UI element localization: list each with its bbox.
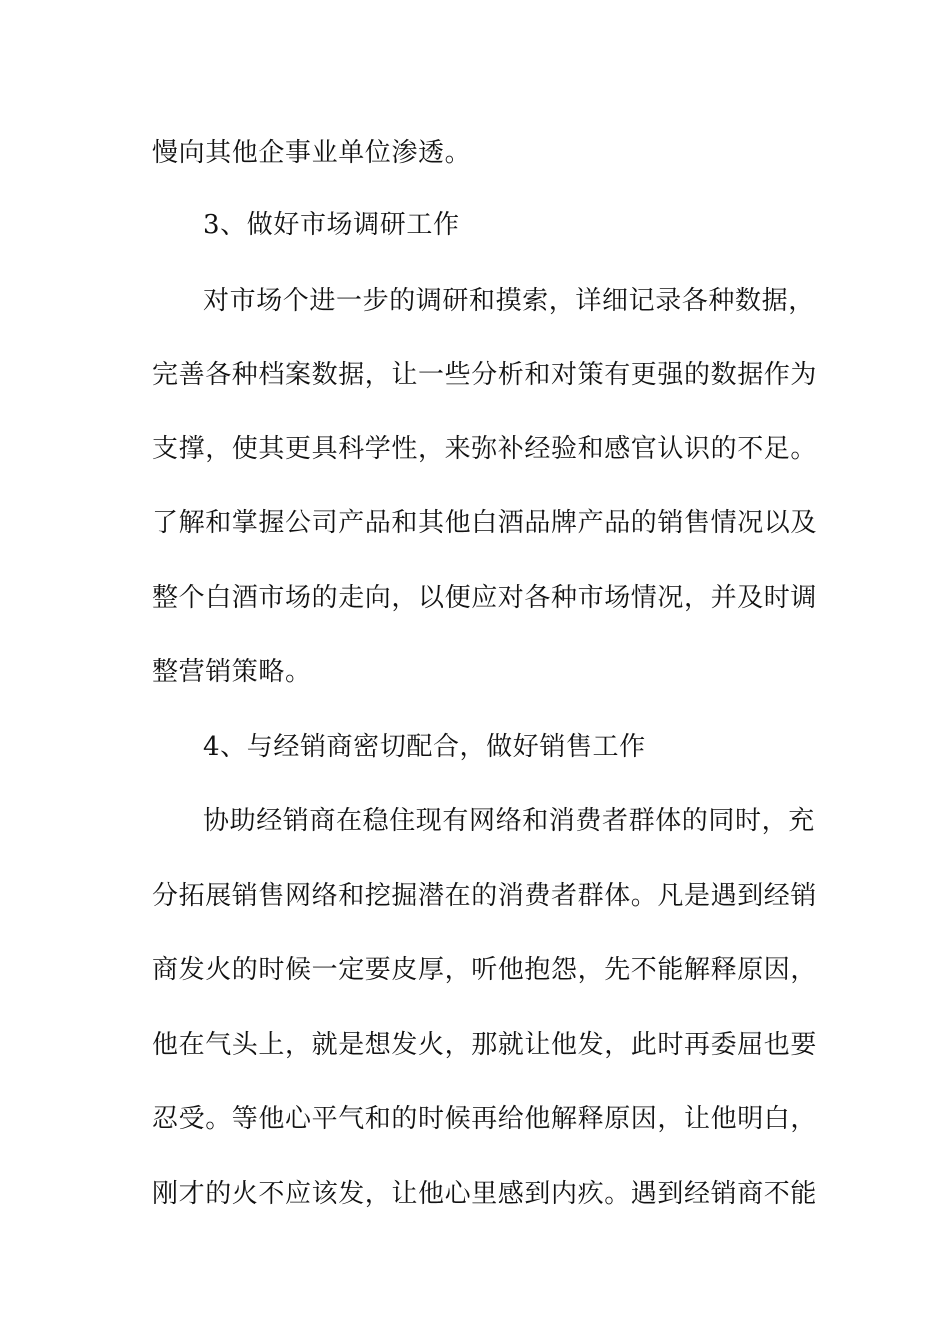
paragraph-line: 完善各种档案数据，让一些分析和对策有更强的数据作为 (152, 360, 818, 390)
section-heading-dealer-cooperation: 4、与经销商密切配合，做好销售工作 (203, 732, 646, 762)
paragraph-line: 他在气头上，就是想发火，那就让他发，此时再委屈也要 (152, 1030, 818, 1060)
paragraph-line: 支撑，使其更具科学性，来弥补经验和感官认识的不足。 (152, 434, 818, 464)
paragraph-line: 慢向其他企事业单位渗透。 (152, 138, 472, 168)
section-heading-market-research: 3、做好市场调研工作 (203, 210, 460, 240)
paragraph-line: 了解和掌握公司产品和其他白酒品牌产品的销售情况以及 (152, 508, 818, 538)
paragraph-line: 忍受。等他心平气和的时候再给他解释原因，让他明白， (152, 1104, 818, 1134)
paragraph-line: 对市场个进一步的调研和摸索，详细记录各种数据， (203, 286, 815, 316)
paragraph-line: 整营销策略。 (152, 657, 312, 687)
paragraph-line: 协助经销商在稳住现有网络和消费者群体的同时，充 (203, 806, 815, 836)
paragraph-line: 刚才的火不应该发，让他心里感到内疚。遇到经销商不能 (152, 1179, 818, 1209)
paragraph-line: 商发火的时候一定要皮厚，听他抱怨，先不能解释原因， (152, 955, 818, 985)
paragraph-line: 整个白酒市场的走向，以便应对各种市场情况，并及时调 (152, 583, 818, 613)
paragraph-line: 分拓展销售网络和挖掘潜在的消费者群体。凡是遇到经销 (152, 881, 818, 911)
